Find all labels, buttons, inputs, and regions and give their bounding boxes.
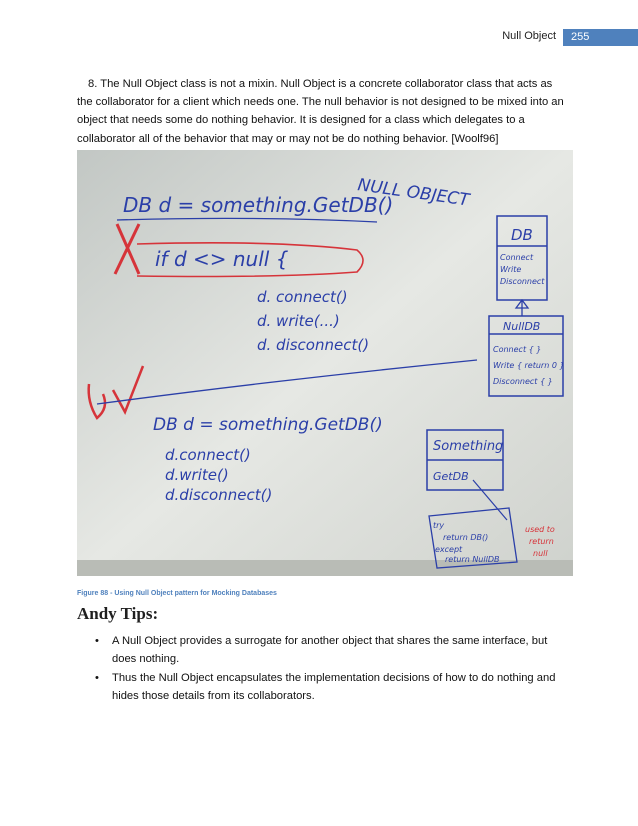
tip-text: A Null Object provides a surrogate for another object that shares the same interface, but does nothing. <box>112 635 548 665</box>
nulldb-box-name: NullDB <box>503 320 541 333</box>
bullet-icon: • <box>95 672 99 684</box>
note-line-1: try <box>433 521 445 530</box>
code-line-6: DB d = something.GetDB() <box>153 415 383 435</box>
db-method-3: Disconnect <box>500 277 545 286</box>
tip-text: Thus the Null Object encapsulates the implementation decisions of how to do nothing and hides those details from its collaborators. <box>112 672 556 702</box>
tips-list <box>95 632 565 706</box>
side-note-line-3: null <box>533 549 548 558</box>
db-method-2: Write <box>500 265 522 274</box>
db-method-1: Connect <box>500 253 534 262</box>
side-note-line-2: return <box>529 537 554 546</box>
note-line-2: return DB() <box>443 533 489 542</box>
code-line-9: d.disconnect() <box>165 486 273 504</box>
figure-caption: Figure 88 - Using Null Object pattern for Mocking Databases <box>77 590 277 597</box>
list-item <box>95 632 565 668</box>
note-line-4: return NullDB <box>445 555 500 564</box>
nulldb-method-1: Connect { } <box>493 345 542 354</box>
tips-heading: Andy Tips: <box>77 604 159 623</box>
something-box-name: Something <box>433 439 504 454</box>
code-line-5: d. disconnect() <box>257 336 370 354</box>
bullet-icon: • <box>95 635 99 647</box>
header-title: Null Object <box>502 30 556 42</box>
code-line-1: DB d = something.GetDB() <box>123 193 394 217</box>
nulldb-method-2: Write { return 0 } <box>493 361 565 370</box>
nulldb-method-3: Disconnect { } <box>493 377 553 386</box>
side-note-line-1: used to <box>525 525 555 534</box>
paragraph-text: 8. The Null Object class is not a mixin. Null Object is a concrete collaborator class that acts as the collaborator for a client which needs one. The null behavior is not designed to be mixed into an object that needs some do nothing behavior. It is designed for a class which delegates to a collaborator all of the behavior that may or may not be do nothing behavior. [Woolf96] <box>77 78 564 145</box>
list-item <box>95 669 565 705</box>
code-line-4: d. write(...) <box>257 312 340 330</box>
code-line-2: if d <> null { <box>155 247 289 271</box>
whiteboard-title: NULL OBJECT <box>356 175 471 211</box>
code-line-3: d. connect() <box>257 288 348 306</box>
code-line-8: d.write() <box>165 466 229 484</box>
something-method-1: GetDB <box>433 470 469 483</box>
code-line-7: d.connect() <box>165 446 251 464</box>
page-header <box>0 30 638 46</box>
note-line-3: except <box>435 545 463 554</box>
db-box-name: DB <box>511 226 533 244</box>
whiteboard-photo <box>77 150 573 576</box>
page-number: 255 <box>563 29 638 46</box>
body-paragraph <box>77 75 567 148</box>
